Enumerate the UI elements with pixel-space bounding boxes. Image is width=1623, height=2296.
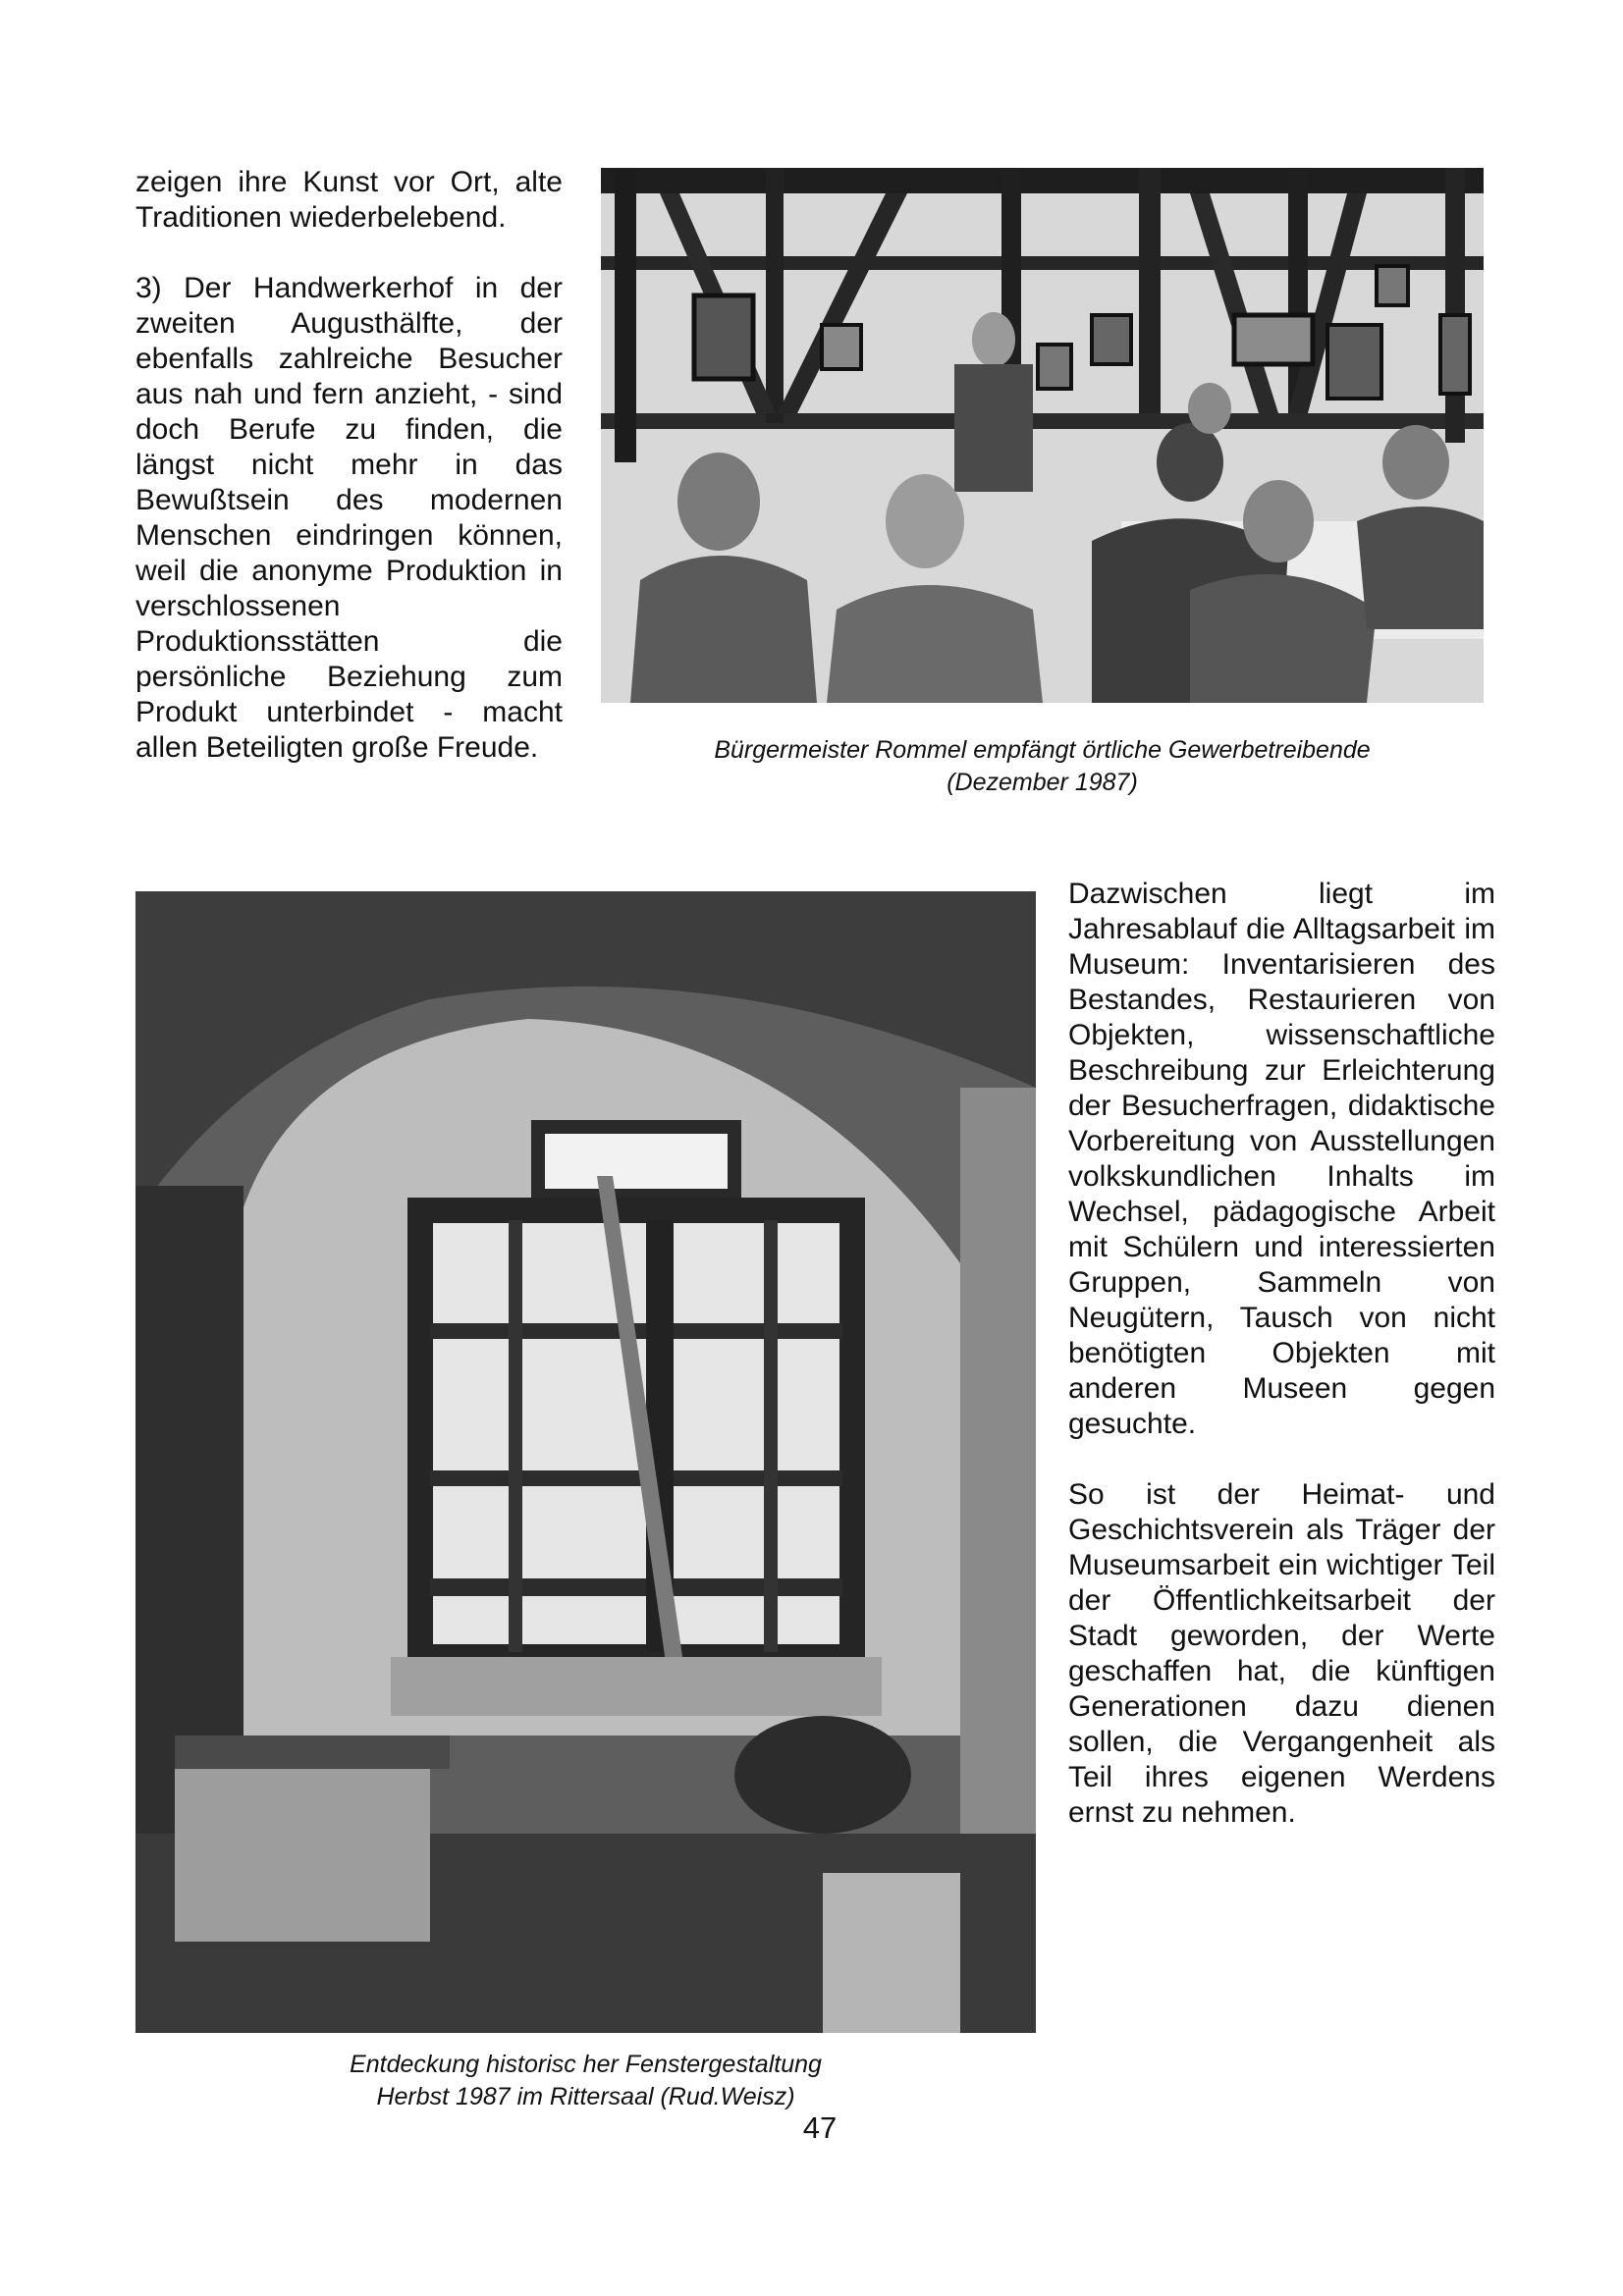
meeting-photo-drawing [601,168,1484,703]
caption-line-2: Herbst 1987 im Rittersaal (Rud.Weisz) [376,2083,795,2110]
caption-line-1: Bürgermeister Rommel empfängt örtliche Gewerbetreibende [714,736,1371,764]
paragraph-alltagsarbeit: Dazwischen liegt im Jahresablauf die Alltagsarbeit im Museum: Inventarisieren des Bestandes, Restaurieren von Objekten, wissenschaftliche Beschreibung zur Erleichterung der Besucherfragen, didaktische Vorbereitung von Ausstellungen volkskundlichen Inhalts im Wechsel, pädagogische Arbeit mit Schülern und interessierten Gruppen, Sammeln von Neugütern, Tausch von nicht benötigten Objekten mit anderen Museen gegen gesuchte. [1068,878,1495,1440]
window-photo-drawing [135,891,1036,2033]
left-text-column [135,165,563,801]
caption-line-2: (Dezember 1987) [947,769,1138,796]
paragraph-handwerkerhof: 3) Der Handwerkerhof in der zweiten Augusthälfte, der ebenfalls zahlreiche Besucher aus nah und fern anzieht, - sind doch Berufe zu finden, die längst nicht mehr in das Bewußtsein des modernen Menschen eindringen können, weil die anonyme Produktion in verschlossenen Produktionsstätten die persönliche Beziehung zum Produkt unterbindet - macht allen Beteiligten große Freude. [135,272,563,764]
caption-line-1: Entdeckung historisc her Fenstergestaltung [350,2051,822,2078]
window-photo [135,891,1036,2033]
paragraph-tradition: zeigen ihre Kunst vor Ort, alte Traditionen wiederbelebend. [135,166,563,234]
right-text-column [1068,877,1495,1866]
paragraph-heimatverein: So ist der Heimat- und Geschichtsverein als Träger der Museumsarbeit ein wichtiger Teil der Öffentlichkeitsarbeit der Stadt geworden, der Werte geschaffen hat, die künftigen Generationen dazu dienen sollen, die Vergangenheit als Teil ihres eigenen Werdens ernst zu nehmen. [1068,1478,1495,1829]
page-number: 47 [802,2110,838,2145]
meeting-photo-caption [601,734,1484,799]
meeting-photo [601,168,1484,703]
window-photo-caption [135,2049,1036,2113]
